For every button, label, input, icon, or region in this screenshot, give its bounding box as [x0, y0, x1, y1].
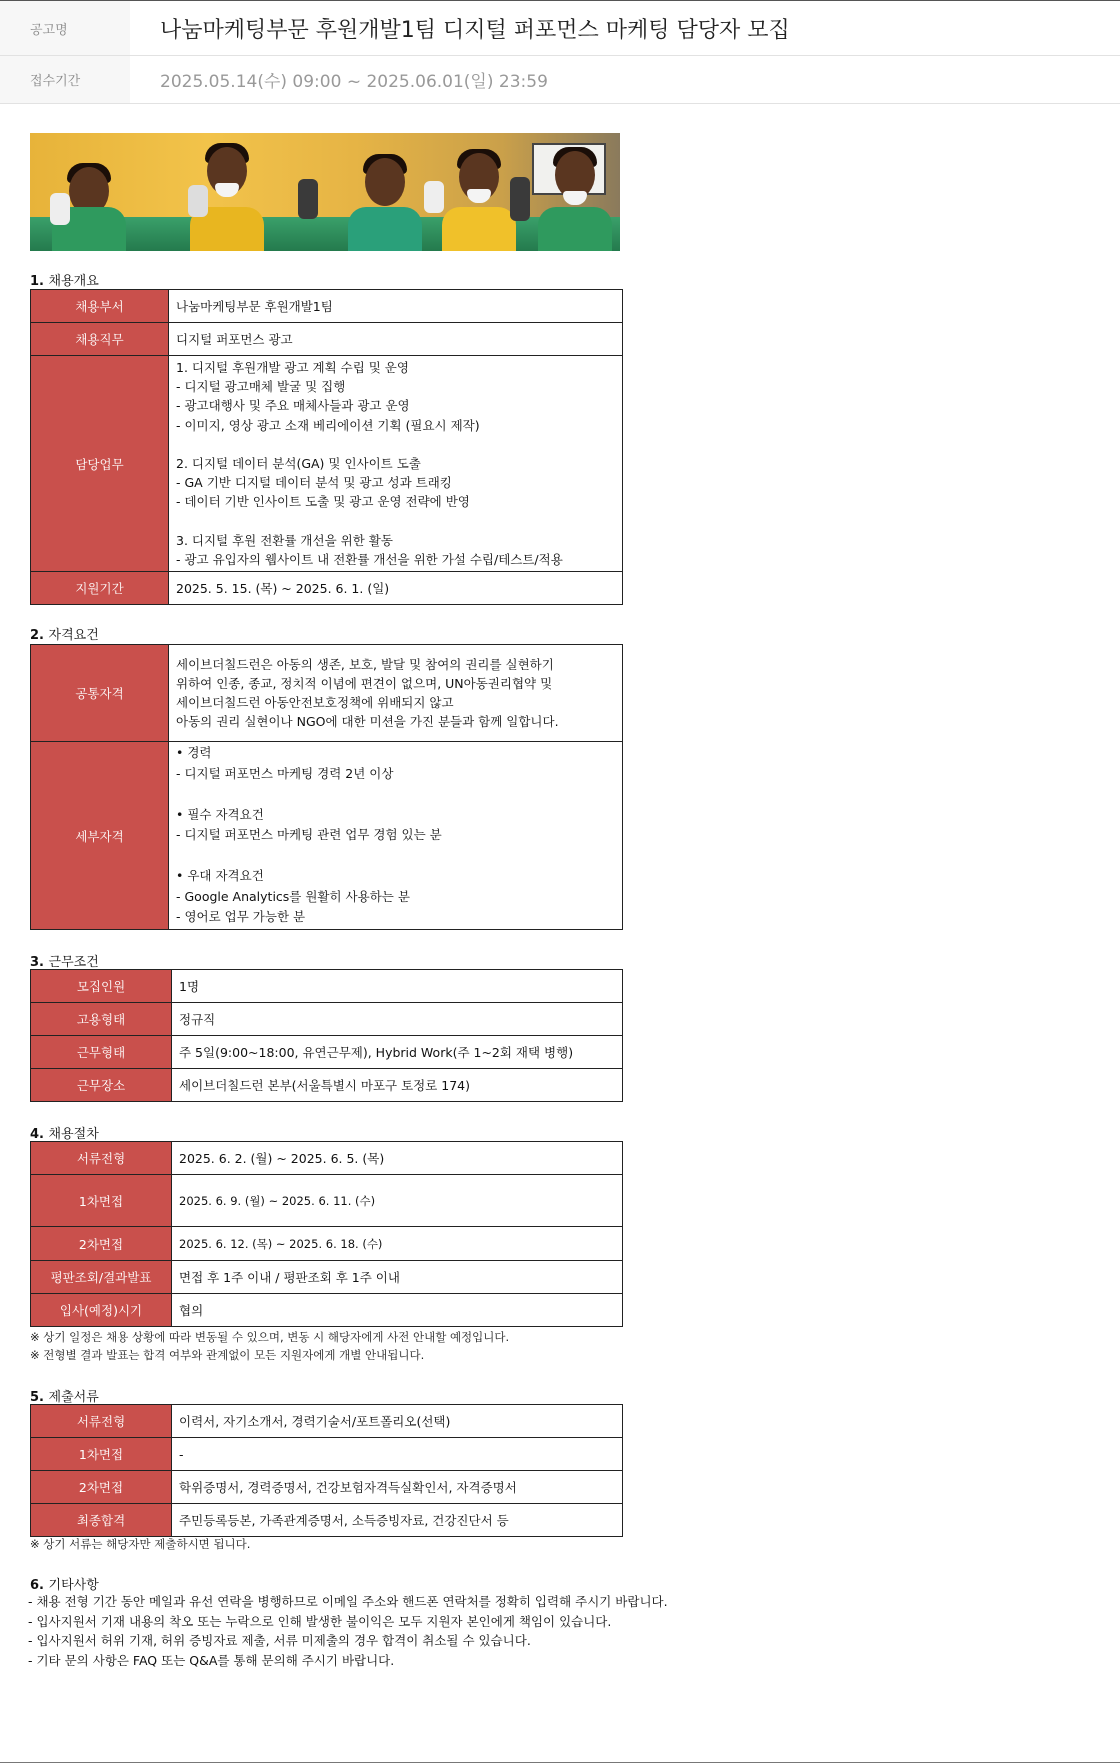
section-1-title: 1. 채용개요 [30, 274, 99, 289]
page-title: 나눔마케팅부문 후원개발1팀 디지털 퍼포먼스 마케팅 담당자 모집 [160, 17, 790, 43]
hero-photo [30, 133, 620, 251]
duty-line: - 광고 유입자의 웹사이트 내 전환률 개선을 위한 가설 수립/테스트/적용 [176, 551, 563, 567]
dept-label: 채용부서 [31, 290, 169, 323]
misc-item: - 채용 전형 기간 동안 메일과 유선 연락을 병행하므로 이메일 주소와 핸드폰 연락처를 정확히 입력해 주시기 바랍니다. [28, 1594, 668, 1609]
section-4-title: 4. 채용절차 [30, 1127, 99, 1142]
period-value: 2025.05.14(수) 09:00 ~ 2025.06.01(일) 23:59 [160, 72, 548, 92]
misc-item: - 기타 문의 사항은 FAQ 또는 Q&A를 통해 문의해 주시기 바랍니다. [28, 1652, 395, 1668]
detail-list: • 경력 - 디지털 퍼포먼스 마케팅 경력 2년 이상 • 필수 자격요건 - 디지털 퍼포먼스 마케팅 관련 업무 경험 있는 분 • 우대 자격요건 - Google Analytics를 원활히 사용하는 분 - 영어로 업무 가능한 분 [169, 742, 623, 930]
role-label: 채용직무 [31, 323, 169, 356]
period-label: 접수기간 [0, 56, 130, 103]
apply-label: 지원기간 [31, 572, 169, 605]
dept-value: 나눔마케팅부문 후원개발1팀 [169, 290, 623, 323]
common-text: 세이브더칠드런은 아동의 생존, 보호, 발달 및 참여의 권리를 실현하기 위하여 인종, 종교, 정치적 이념에 편견이 없으며, UN아동권리협약 및 세이브더칠드런 아동안전보호정책에 위배되지 않고 아동의 권리 실현이나 NGO에 대한 미션을 가진 분들과 함께 일합니다. [169, 645, 623, 742]
duty-line: - GA 기반 디지털 데이터 분석 및 광고 성과 트래킹 [176, 475, 452, 491]
documents-table: 서류전형 이력서, 자기소개서, 경력기술서/포트폴리오(선택) 1차면접 - 2차면접 학위증명서, 경력증명서, 건강보험자격득실확인서, 자격증명서 최종합격 주민등록등본, 가족관계증명서, 소득증빙자료, 건강진단서 등 [30, 1404, 623, 1537]
process-table: 서류전형 2025. 6. 2. (월) ~ 2025. 6. 5. (목) 1차면접 2025. 6. 9. (월) ~ 2025. 6. 11. (수) 2차면접 2025. 6. 12. (목) ~ 2025. 6. 18. (수) 평판조회/결과발표 면접 후 1주 이내 / 평판조회 후 1주 이내 입사(예정)시기 협의 [30, 1141, 623, 1327]
misc-list [28, 1592, 668, 1670]
process-notes: ※ 상기 일정은 채용 상황에 따라 변동될 수 있으며, 변동 시 해당자에게 사전 안내할 예정입니다. ※ 전형별 결과 발표는 합격 여부와 관계없이 모든 지원자에게 개별 안내됩니다. [30, 1330, 510, 1362]
title-row [0, 1, 1120, 56]
role-value: 디지털 퍼포먼스 광고 [169, 323, 623, 356]
title-label: 공고명 [0, 1, 130, 55]
section-5-title: 5. 제출서류 [30, 1390, 99, 1405]
misc-item: - 입사지원서 기재 내용의 착오 또는 누락으로 인해 발생한 불이익은 모두 지원자 본인에게 책임이 있습니다. [28, 1613, 612, 1629]
section-3-title: 3. 근무조건 [30, 955, 99, 970]
duty-line: 3. 디지털 후원 전환률 개선을 위한 활동 [176, 532, 393, 548]
duty-line: - 디지털 광고매체 발굴 및 집행 [176, 379, 346, 395]
documents-note: ※ 상기 서류는 해당자만 제출하시면 됩니다. [30, 1537, 251, 1551]
duty-line: - 이미지, 영상 광고 소재 베리에이션 기획 (필요시 제작) [176, 417, 480, 433]
apply-value: 2025. 5. 15. (목) ~ 2025. 6. 1. (일) [169, 572, 623, 605]
duty-line: 2. 디지털 데이터 분석(GA) 및 인사이트 도출 [176, 455, 421, 471]
detail-label: 세부자격 [31, 742, 169, 930]
common-label: 공통자격 [31, 645, 169, 742]
qualification-table [30, 644, 623, 930]
misc-item: - 입사지원서 허위 기재, 허위 증빙자료 제출, 서류 미제출의 경우 합격이 취소될 수 있습니다. [28, 1633, 531, 1648]
duty-line: - 광고대행사 및 주요 매체사들과 광고 운영 [176, 398, 410, 414]
duty-label: 담당업무 [31, 356, 169, 572]
section-6-title: 6. 기타사항 [30, 1578, 99, 1593]
duty-line: - 데이터 기반 인사이트 도출 및 광고 운영 전략에 반영 [176, 494, 470, 510]
period-row [0, 56, 1120, 104]
duty-line: 1. 디지털 후원개발 광고 계획 수립 및 운영 [176, 359, 409, 375]
section-2-title: 2. 자격요건 [30, 628, 99, 643]
conditions-table: 모집인원 1명 고용형태 정규직 근무형태 주 5일(9:00~18:00, 유연근무제), Hybrid Work(주 1~2회 재택 병행) 근무장소 세이브더칠드런 본부(서울특별시 마포구 토정로 174) [30, 969, 623, 1102]
overview-table [30, 289, 623, 605]
duty-list [169, 356, 623, 572]
